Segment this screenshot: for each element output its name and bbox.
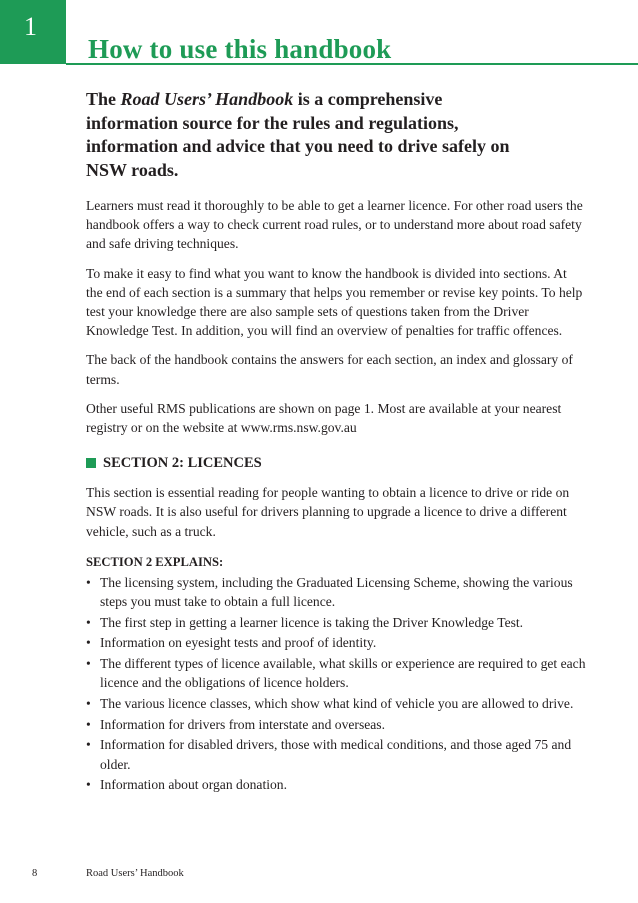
list-item-text: The first step in getting a learner licence is taking the Driver Knowledge Test. — [100, 614, 524, 630]
bullet-icon: • — [86, 716, 91, 732]
list-item-text: The licensing system, including the Graduated Licensing Scheme, showing the various steps you must take to obtain a full licence. — [100, 574, 573, 610]
paragraph-publications: Other useful RMS publications are shown on page 1. Most are available at your nearest registry or on the website at www.rms.nsw.gov.au — [86, 400, 562, 436]
intro-prefix: The — [86, 89, 121, 109]
list-item — [86, 694, 586, 713]
bullet-icon: • — [86, 574, 91, 590]
intro-paragraph — [86, 88, 536, 182]
list-item-text: Information on eyesight tests and proof of identity. — [100, 635, 377, 651]
list-item-text: Information for drivers from interstate and overseas. — [100, 716, 385, 732]
list-item — [86, 654, 586, 692]
page-title: How to use this handbook — [88, 34, 392, 64]
section-heading-text: SECTION 2: LICENCES — [103, 455, 262, 472]
list-item-text: Information for disabled drivers, those with medical conditions, and those aged 75 and older. — [100, 737, 572, 772]
chapter-number: 1 — [24, 12, 37, 41]
list-item — [86, 573, 586, 611]
list-item — [86, 633, 586, 652]
list-item-text: The various licence classes, which show what kind of vehicle you are allowed to drive. — [100, 696, 574, 712]
list-item-text: Information about organ donation. — [100, 777, 288, 793]
list-item — [86, 715, 586, 734]
list-item — [86, 775, 586, 794]
section-heading — [86, 453, 586, 473]
bullet-icon: • — [86, 737, 91, 753]
bullet-icon: • — [86, 656, 91, 672]
bullet-icon: • — [86, 777, 91, 793]
paragraph-learners: Learners must read it thoroughly to be able to get a learner licence. For other road users the handbook offers a way to check current road rules, or to understand more about road safety and safe driving techniques. — [86, 198, 583, 252]
explains-list — [86, 573, 586, 795]
section-description: This section is essential reading for people wanting to obtain a licence to drive or ride on NSW roads. It is also useful for drivers planning to upgrade a licence to drive a different vehicle, such as a truck. — [86, 485, 570, 539]
explains-heading: SECTION 2 EXPLAINS: — [86, 554, 224, 569]
main-content — [86, 88, 586, 796]
intro-suffix: is a comprehensive information source for the rules and regulations, information and advice that you need to drive safely on NSW roads. — [86, 89, 510, 180]
list-item — [86, 613, 586, 632]
paragraph-back-matter: The back of the handbook contains the answers for each section, an index and glossary of terms. — [86, 352, 573, 387]
footer-publication-title: Road Users’ Handbook — [86, 868, 184, 879]
chapter-tab — [0, 0, 66, 64]
intro-handbook-name: Road Users’ Handbook — [120, 89, 294, 109]
list-item — [86, 735, 586, 773]
paragraph-sections: To make it easy to find what you want to know the handbook is divided into sections. At the end of each section is a summary that helps you remember or revise key points. To help test your knowledge there are also sample sets of questions taken from the Driver Knowledge Test. In addition, you will find an overview of penalties for traffic offences. — [86, 265, 583, 339]
bullet-icon: • — [86, 696, 91, 712]
bullet-icon: • — [86, 635, 91, 651]
bullet-icon: • — [86, 614, 91, 630]
square-bullet-icon — [86, 458, 96, 468]
list-item-text: The different types of licence available, what skills or experience are required to get each licence and the obligations of licence holders. — [100, 656, 586, 691]
footer-page-number: 8 — [32, 868, 38, 879]
